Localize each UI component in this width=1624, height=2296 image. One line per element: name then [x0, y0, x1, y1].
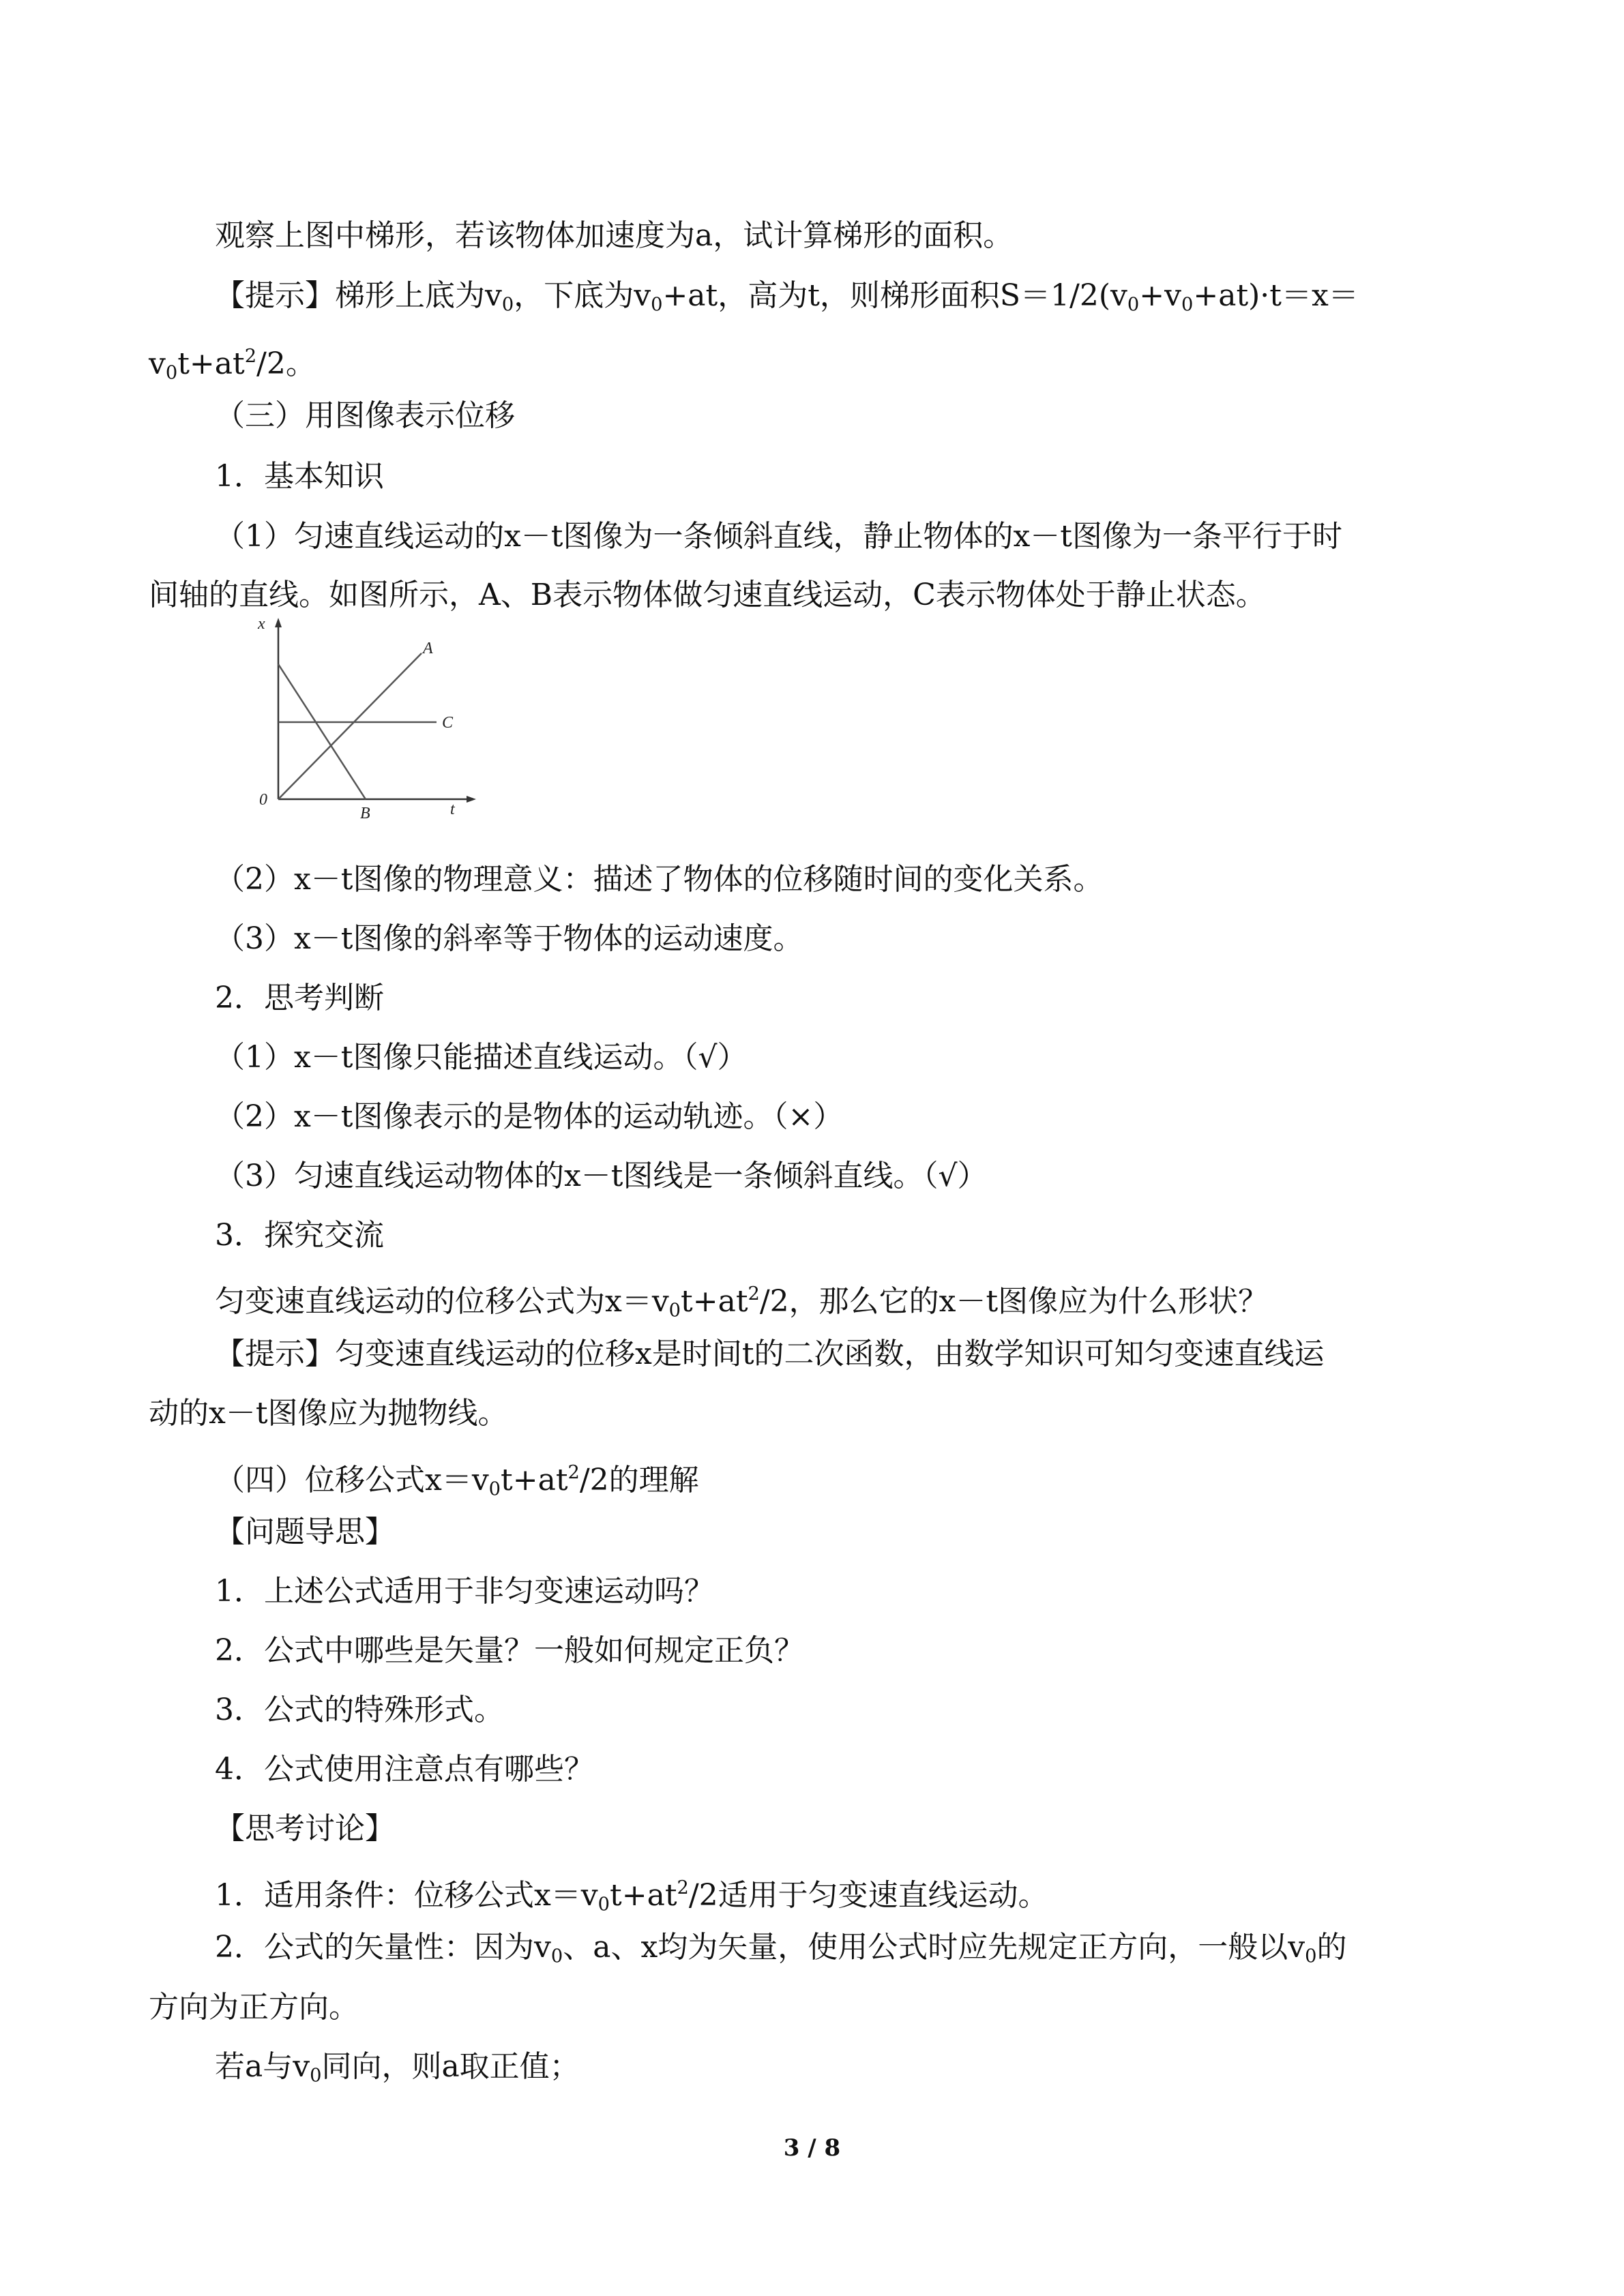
x-axis-label: t: [450, 801, 455, 818]
section-heading: （三）用图像表示位移: [215, 398, 515, 433]
text-line: 3．公式的特殊形式。: [215, 1693, 504, 1727]
text-line: 【问题导思】: [215, 1515, 395, 1549]
text-line: （3）x－t图像的斜率等于物体的运动速度。: [215, 921, 803, 956]
text-line: 【提示】匀变速直线运动的位移x是时间t的二次函数，由数学知识可知匀变速直线运: [215, 1337, 1325, 1371]
text-line: 间轴的直线。如图所示，A、B表示物体做匀速直线运动，C表示物体处于静止状态。: [149, 578, 1266, 612]
text-line: 1．适用条件：位移公式$x=v_0t+at^2/2$适用于匀变速直线运动。: [215, 1877, 1048, 1915]
line-b: [278, 664, 366, 799]
text-line: 2．公式中哪些是矢量？一般如何规定正负？: [215, 1633, 804, 1668]
line-a-label: A: [423, 640, 433, 657]
section-heading: （四）位移公式$x=v_0t+at^2/2$的理解: [215, 1462, 699, 1500]
text-line: 匀变速直线运动的位移公式为$x=v_0t+at^2/2$，那么它的x－t图像应为什么形状？: [215, 1283, 1269, 1322]
text-line: 【提示】梯形上底为$v_0$，下底为$v_0+at$，高为t，则梯形面积$S=1/2(v_0+v_0+at)\cdot t=x=$: [215, 278, 1359, 316]
page-number: 3 / 8: [783, 2134, 841, 2162]
text-line: 动的x－t图像应为抛物线。: [149, 1396, 508, 1431]
y-axis-label: x: [258, 615, 265, 633]
text-line: 方向为正方向。: [149, 1990, 359, 2025]
line-c-label: C: [442, 714, 454, 732]
text-line: （2）x－t图像的物理意义：描述了物体的位移随时间的变化关系。: [215, 862, 1104, 897]
text-line: 2．公式的矢量性：因为$v_0$、a、x均为矢量，使用公式时应先规定正方向，一般以$v_0$的: [215, 1930, 1347, 1967]
x-axis-arrow: [467, 796, 476, 803]
y-axis-arrow: [275, 618, 282, 627]
text-line: 【思考讨论】: [215, 1811, 395, 1846]
text-line: （3）匀速直线运动物体的x－t图线是一条倾斜直线。（√）: [215, 1159, 988, 1193]
text-line: 观察上图中梯形，若该物体加速度为a，试计算梯形的面积。: [215, 218, 1014, 253]
line-a: [278, 653, 422, 799]
text-line: 若a与$v_0$同向，则a取正值；: [215, 2049, 580, 2087]
subsection-heading: 1．基本知识: [215, 459, 384, 494]
text-line: 4．公式使用注意点有哪些？: [215, 1752, 594, 1787]
text-line: （2）x－t图像表示的是物体的运动轨迹。（×）: [215, 1099, 844, 1134]
text-line: （1）x－t图像只能描述直线运动。（√）: [215, 1040, 748, 1075]
text-line: 1．上述公式适用于非匀变速运动吗？: [215, 1574, 714, 1609]
subsection-heading: 3．探究交流: [215, 1218, 384, 1253]
line-b-label: B: [360, 805, 370, 822]
text-line: （1）匀速直线运动的x－t图像为一条倾斜直线，静止物体的x－t图像为一条平行于时: [215, 519, 1342, 554]
text-line: $v_0t+at^2/2$。: [149, 346, 316, 384]
subsection-heading: 2．思考判断: [215, 981, 384, 1015]
origin-label: 0: [259, 791, 267, 809]
xt-graph: [251, 611, 483, 826]
